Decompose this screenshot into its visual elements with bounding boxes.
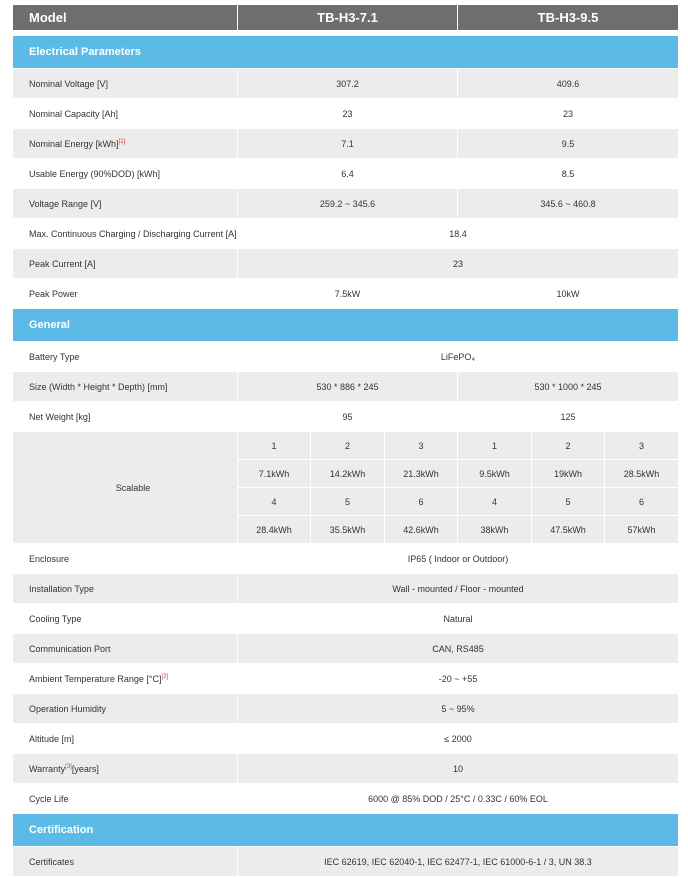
row-label: Nominal Energy [kWh] [29, 138, 119, 149]
row-label: Usable Energy (90%DOD) [kWh] [13, 159, 238, 189]
row-label: Nominal Capacity [Ah] [13, 99, 238, 129]
row-altitude [13, 724, 679, 754]
row-warranty [13, 754, 679, 784]
row-label: Voltage Range [V] [13, 189, 238, 219]
model-1-name: TB-H3-7.1 [238, 5, 458, 31]
scalable-count: 3 [605, 432, 679, 460]
row-voltage-range [13, 189, 679, 219]
footnote-marker: [1] [118, 138, 126, 145]
row-label: Certificates [13, 847, 238, 877]
scalable-count: 2 [532, 432, 605, 460]
value-shared: 5 ~ 95% [238, 694, 679, 724]
row-label: Nominal Voltage [V] [13, 69, 238, 99]
section-certification [13, 814, 679, 847]
row-cycle-life [13, 784, 679, 814]
value-shared: 18.4 [238, 219, 679, 249]
value-model-1: 530 * 886 * 245 [238, 372, 458, 402]
footnote-marker: [2] [161, 673, 169, 680]
scalable-count: 1 [458, 432, 532, 460]
value-model-1: 7.1 [238, 129, 458, 159]
scalable-energy: 14.2kWh [311, 460, 385, 488]
row-label: Communication Port [13, 634, 238, 664]
row-label: Warranty [29, 763, 66, 774]
value-model-1: 259.2 ~ 345.6 [238, 189, 458, 219]
model-header-row [13, 5, 679, 31]
scalable-energy: 35.5kWh [311, 516, 385, 544]
value-shared: LiFePO₄ [238, 342, 679, 372]
scalable-energy: 47.5kWh [532, 516, 605, 544]
row-installation-type [13, 574, 679, 604]
value-shared: Natural [238, 604, 679, 634]
section-title: Certification [13, 814, 679, 847]
value-shared: 6000 @ 85% DOD / 25°C / 0.33C / 60% EOL [238, 784, 679, 814]
row-label: Size (Width * Height * Depth) [mm] [13, 372, 238, 402]
value-shared: 23 [238, 249, 679, 279]
section-electrical [13, 36, 679, 69]
value-shared: ≤ 2000 [238, 724, 679, 754]
row-label-cell [13, 664, 238, 694]
scalable-energy: 19kWh [532, 460, 605, 488]
row-nominal-voltage [13, 69, 679, 99]
value-model-1: 6.4 [238, 159, 458, 189]
scalable-count: 6 [385, 488, 458, 516]
row-label: Altitude [m] [13, 724, 238, 754]
value-shared: CAN, RS485 [238, 634, 679, 664]
value-model-2: 10kW [458, 279, 679, 309]
scalable-count: 4 [458, 488, 532, 516]
model-2-name: TB-H3-9.5 [458, 5, 679, 31]
value-model-1: 95 [238, 402, 458, 432]
row-label: Peak Current [A] [13, 249, 238, 279]
scalable-count: 4 [238, 488, 311, 516]
row-label: Max. Continuous Charging / Discharging Current [A] [13, 219, 238, 249]
section-title: General [13, 309, 679, 342]
row-scalable-counts-1 [13, 432, 679, 460]
scalable-energy: 7.1kWh [238, 460, 311, 488]
value-model-1: 7.5kW [238, 279, 458, 309]
scalable-count: 6 [605, 488, 679, 516]
value-model-2: 9.5 [458, 129, 679, 159]
row-operation-humidity [13, 694, 679, 724]
value-model-2: 23 [458, 99, 679, 129]
row-label: Peak Power [13, 279, 238, 309]
row-nominal-capacity [13, 99, 679, 129]
scalable-count: 3 [385, 432, 458, 460]
row-label: Battery Type [13, 342, 238, 372]
row-label-cell [13, 754, 238, 784]
scalable-count: 1 [238, 432, 311, 460]
row-usable-energy [13, 159, 679, 189]
row-communication-port [13, 634, 679, 664]
value-model-2: 345.6 ~ 460.8 [458, 189, 679, 219]
scalable-energy: 42.6kWh [385, 516, 458, 544]
row-nominal-energy [13, 129, 679, 159]
row-battery-type [13, 342, 679, 372]
value-shared: 10 [238, 754, 679, 784]
value-shared: IEC 62619, IEC 62040-1, IEC 62477-1, IEC 61000-6-1 / 3, UN 38.3 [238, 847, 679, 877]
value-model-2: 8.5 [458, 159, 679, 189]
scalable-energy: 28.5kWh [605, 460, 679, 488]
row-label: Operation Humidity [13, 694, 238, 724]
row-size [13, 372, 679, 402]
scalable-count: 5 [311, 488, 385, 516]
scalable-count: 2 [311, 432, 385, 460]
value-model-2: 530 * 1000 * 245 [458, 372, 679, 402]
row-label: Net Weight [kg] [13, 402, 238, 432]
row-max-current [13, 219, 679, 249]
row-label: Cooling Type [13, 604, 238, 634]
value-shared: IP65 ( Indoor or Outdoor) [238, 544, 679, 574]
row-label: Enclosure [13, 544, 238, 574]
scalable-energy: 28.4kWh [238, 516, 311, 544]
value-model-1: 307.2 [238, 69, 458, 99]
row-enclosure [13, 544, 679, 574]
value-model-1: 23 [238, 99, 458, 129]
scalable-energy: 9.5kWh [458, 460, 532, 488]
row-label-cell [13, 129, 238, 159]
row-peak-power [13, 279, 679, 309]
section-title: Electrical Parameters [13, 36, 679, 69]
scalable-energy: 38kWh [458, 516, 532, 544]
scalable-count: 5 [532, 488, 605, 516]
footnote-marker: [3] [65, 763, 72, 770]
row-label: Scalable [13, 432, 238, 544]
row-ambient-temperature [13, 664, 679, 694]
value-shared: Wall - mounted / Floor - mounted [238, 574, 679, 604]
row-label: Ambient Temperature Range [°C] [29, 673, 162, 684]
row-peak-current [13, 249, 679, 279]
scalable-energy: 21.3kWh [385, 460, 458, 488]
value-model-2: 409.6 [458, 69, 679, 99]
value-model-2: 125 [458, 402, 679, 432]
row-certificates [13, 847, 679, 877]
model-label: Model [13, 5, 238, 31]
row-label: Installation Type [13, 574, 238, 604]
row-label-unit: [years] [71, 763, 99, 774]
scalable-energy: 57kWh [605, 516, 679, 544]
spec-table [12, 4, 679, 877]
row-cooling-type [13, 604, 679, 634]
row-label: Cycle Life [13, 784, 238, 814]
section-general [13, 309, 679, 342]
value-shared: -20 ~ +55 [238, 664, 679, 694]
row-net-weight [13, 402, 679, 432]
